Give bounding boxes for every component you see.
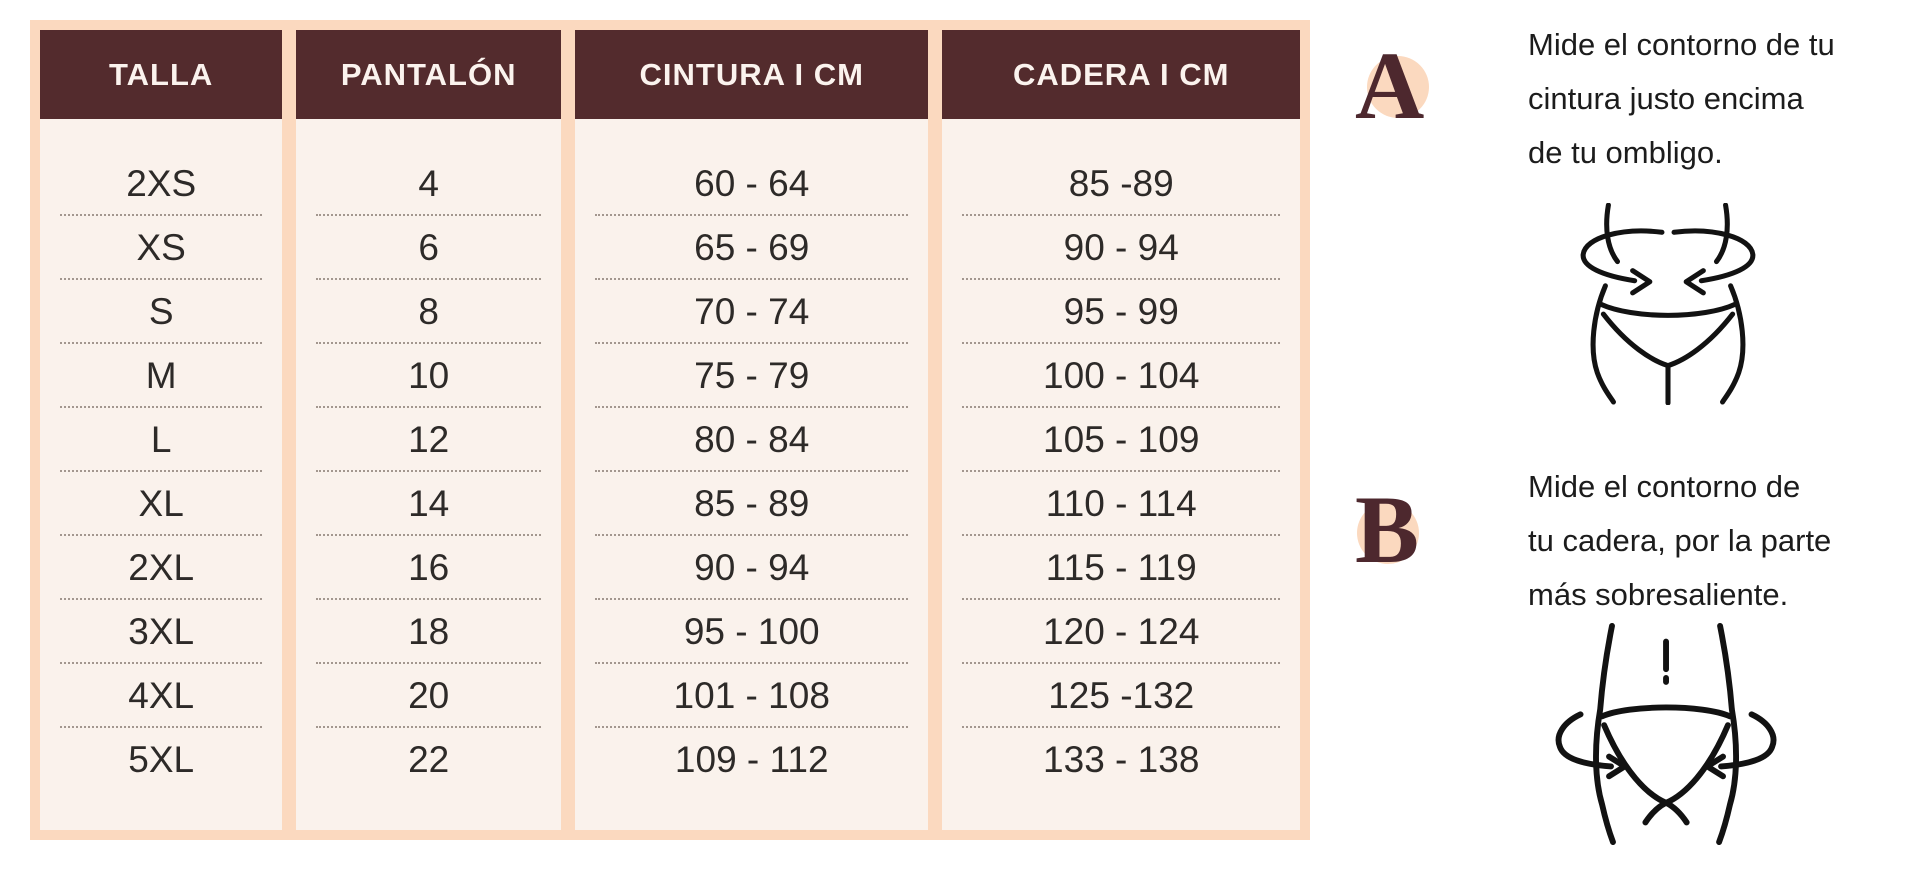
cell-talla: L xyxy=(40,408,282,472)
step-a-badge xyxy=(1355,32,1427,139)
cell-pantalon: 6 xyxy=(296,216,561,280)
cell-cadera: 105 - 109 xyxy=(942,408,1300,472)
cell-talla: XL xyxy=(40,472,282,536)
cell-cintura: 75 - 79 xyxy=(575,344,928,408)
column-header-cadera: CADERA I CM xyxy=(942,30,1300,119)
cell-cadera: 133 - 138 xyxy=(1043,739,1200,780)
column-cintura xyxy=(575,30,928,830)
column-pantalon xyxy=(296,30,561,830)
text-line: Mide el contorno de xyxy=(1528,469,1801,504)
column-body-talla xyxy=(40,119,282,830)
column-body-pantalon xyxy=(296,119,561,830)
cell-pantalon: 4 xyxy=(296,152,561,216)
column-body-cintura xyxy=(575,119,928,830)
cell-cintura: 70 - 74 xyxy=(575,280,928,344)
column-header-cintura: CINTURA I CM xyxy=(575,30,928,119)
step-a-text xyxy=(1528,18,1921,180)
cell-cintura: 90 - 94 xyxy=(575,536,928,600)
cell-talla: S xyxy=(40,280,282,344)
cell-talla: M xyxy=(40,344,282,408)
cell-pantalon: 20 xyxy=(296,664,561,728)
cell-pantalon: 22 xyxy=(408,739,450,780)
text-line: tu cadera, por la parte xyxy=(1528,523,1832,558)
cell-talla: 2XL xyxy=(40,536,282,600)
cell-talla: XS xyxy=(40,216,282,280)
cell-pantalon: 14 xyxy=(296,472,561,536)
cell-cintura: 65 - 69 xyxy=(575,216,928,280)
cell-cintura: 101 - 108 xyxy=(575,664,928,728)
step-b-text xyxy=(1528,460,1921,622)
text-line: Mide el contorno de tu xyxy=(1528,27,1835,62)
cell-cadera: 120 - 124 xyxy=(942,600,1300,664)
cell-cintura: 85 - 89 xyxy=(575,472,928,536)
text-line: cintura justo encima xyxy=(1528,81,1804,116)
step-b-letter: B xyxy=(1355,476,1420,583)
cell-cintura: 80 - 84 xyxy=(575,408,928,472)
cell-cadera: 95 - 99 xyxy=(942,280,1300,344)
column-cadera xyxy=(942,30,1300,830)
cell-cintura: 109 - 112 xyxy=(674,739,829,780)
cell-talla: 2XS xyxy=(40,152,282,216)
cell-cadera: 115 - 119 xyxy=(942,536,1300,600)
cell-cadera: 90 - 94 xyxy=(942,216,1300,280)
text-line: más sobresaliente. xyxy=(1528,577,1789,612)
cell-cadera: 125 -132 xyxy=(942,664,1300,728)
column-header-pantalon: PANTALÓN xyxy=(296,30,561,119)
cell-cintura: 60 - 64 xyxy=(575,152,928,216)
size-chart-table xyxy=(30,20,1310,840)
cell-pantalon: 12 xyxy=(296,408,561,472)
cell-talla: 5XL xyxy=(128,739,195,780)
cell-cintura: 95 - 100 xyxy=(575,600,928,664)
cell-pantalon: 10 xyxy=(296,344,561,408)
cell-pantalon: 16 xyxy=(296,536,561,600)
cell-pantalon: 18 xyxy=(296,600,561,664)
cell-cadera: 100 - 104 xyxy=(942,344,1300,408)
step-b-badge xyxy=(1355,476,1427,583)
column-header-talla: TALLA xyxy=(40,30,282,119)
cell-cadera: 110 - 114 xyxy=(942,472,1300,536)
waist-measure-icon xyxy=(1577,203,1759,405)
column-talla xyxy=(40,30,282,830)
text-line: de tu ombligo. xyxy=(1528,135,1723,170)
cell-pantalon: 8 xyxy=(296,280,561,344)
cell-cadera: 85 -89 xyxy=(942,152,1300,216)
column-body-cadera xyxy=(942,119,1300,830)
step-a-letter: A xyxy=(1355,32,1425,139)
cell-talla: 3XL xyxy=(40,600,282,664)
hip-measure-icon xyxy=(1555,616,1781,852)
cell-talla: 4XL xyxy=(40,664,282,728)
